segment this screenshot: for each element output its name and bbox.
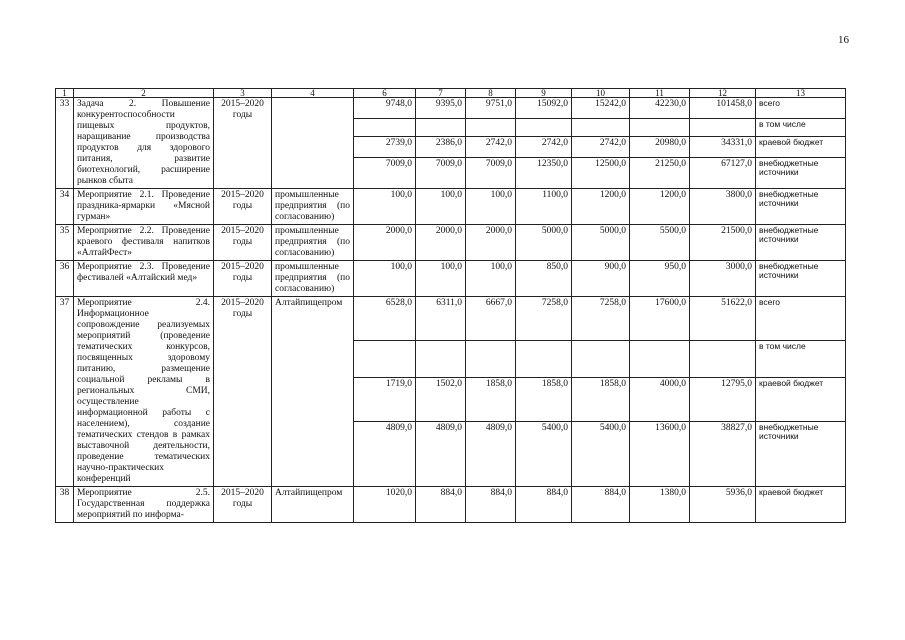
amount-cell: 1858,0 — [466, 377, 516, 421]
amount-cell: 2000,0 — [466, 225, 516, 261]
amount-cell: 5400,0 — [572, 421, 630, 486]
column-header: 12 — [690, 89, 756, 98]
amount-cell: 2742,0 — [466, 136, 516, 157]
amount-cell: 4809,0 — [354, 421, 416, 486]
amount-cell: 5500,0 — [630, 225, 690, 261]
amount-cell: 12500,0 — [572, 157, 630, 188]
amount-cell: 5936,0 — [690, 487, 756, 523]
amount-cell: 4000,0 — [630, 377, 690, 421]
amount-cell: 15092,0 — [516, 98, 572, 119]
executor-cell: промышленные предприятия (по согласованию) — [272, 225, 354, 261]
column-header: 10 — [572, 89, 630, 98]
amount-cell: 5000,0 — [516, 225, 572, 261]
amount-cell — [630, 118, 690, 136]
amount-cell: 2000,0 — [416, 225, 466, 261]
funding-source: внебюджетные источники — [756, 421, 846, 486]
amount-cell: 15242,0 — [572, 98, 630, 119]
amount-cell: 17600,0 — [630, 297, 690, 341]
amount-cell — [416, 340, 466, 377]
table-row — [56, 297, 846, 341]
amount-cell — [516, 118, 572, 136]
funding-source: краевой бюджет — [756, 487, 846, 523]
amount-cell: 6528,0 — [354, 297, 416, 341]
column-header: 13 — [756, 89, 846, 98]
activity-description: Задача 2. Повышение конкурентоспособности пищевых продуктов, наращивание производства продуктов для здорового питания, развитие биотехнологий, расширение рынков сбыта — [74, 98, 214, 189]
row-number: 36 — [56, 261, 74, 297]
amount-cell: 38827,0 — [690, 421, 756, 486]
funding-source: всего — [756, 297, 846, 341]
amount-cell: 101458,0 — [690, 98, 756, 119]
amount-cell: 100,0 — [354, 261, 416, 297]
amount-cell: 1380,0 — [630, 487, 690, 523]
amount-cell: 1200,0 — [572, 189, 630, 225]
executor-cell: промышленные предприятия (по согласованию) — [272, 189, 354, 225]
row-number: 38 — [56, 487, 74, 523]
funding-source: внебюджетные источники — [756, 261, 846, 297]
amount-cell: 1858,0 — [516, 377, 572, 421]
activity-description: Мероприятие 2.4. Информационное сопровождение реализуемых мероприятий (проведение тематических конкурсов, посвященных здоровому питанию, размещение социальной рекламы в региональных СМИ, осуществление информационной работы с населением), создание тематических стендов в рамках выставочной деятельности, проведение тематических научно-практических конференций — [74, 297, 214, 487]
amount-cell: 67127,0 — [690, 157, 756, 188]
amount-cell: 100,0 — [416, 189, 466, 225]
amount-cell: 884,0 — [572, 487, 630, 523]
table-row — [56, 189, 846, 225]
executor-cell: Алтайпищепром — [272, 297, 354, 487]
header-row — [56, 89, 846, 98]
funding-source: в том числе — [756, 118, 846, 136]
amount-cell — [354, 340, 416, 377]
amount-cell — [690, 118, 756, 136]
period-cell: 2015–2020 годы — [214, 98, 272, 189]
amount-cell — [466, 118, 516, 136]
amount-cell — [466, 340, 516, 377]
amount-cell: 1100,0 — [516, 189, 572, 225]
amount-cell: 5000,0 — [572, 225, 630, 261]
amount-cell — [690, 340, 756, 377]
column-header: 6 — [354, 89, 416, 98]
amount-cell: 7009,0 — [416, 157, 466, 188]
amount-cell: 100,0 — [466, 189, 516, 225]
amount-cell: 850,0 — [516, 261, 572, 297]
column-header: 3 — [214, 89, 272, 98]
amount-cell: 2386,0 — [416, 136, 466, 157]
row-number: 37 — [56, 297, 74, 487]
table-row — [56, 487, 846, 523]
amount-cell: 100,0 — [466, 261, 516, 297]
period-cell: 2015–2020 годы — [214, 487, 272, 523]
amount-cell — [516, 340, 572, 377]
amount-cell: 12350,0 — [516, 157, 572, 188]
amount-cell: 42230,0 — [630, 98, 690, 119]
program-table — [55, 88, 846, 523]
activity-description: Мероприятие 2.1. Проведение праздника-ярмарки «Мясной гурман» — [74, 189, 214, 225]
column-header: 7 — [416, 89, 466, 98]
funding-source: краевой бюджет — [756, 377, 846, 421]
amount-cell: 884,0 — [416, 487, 466, 523]
column-header: 4 — [272, 89, 354, 98]
amount-cell: 5400,0 — [516, 421, 572, 486]
amount-cell: 9748,0 — [354, 98, 416, 119]
table-row — [56, 225, 846, 261]
amount-cell — [630, 340, 690, 377]
funding-source: краевой бюджет — [756, 136, 846, 157]
activity-description: Мероприятие 2.5. Государственная поддержка мероприятий по информа- — [74, 487, 214, 523]
funding-source: всего — [756, 98, 846, 119]
amount-cell — [416, 118, 466, 136]
amount-cell: 9751,0 — [466, 98, 516, 119]
executor-cell: промышленные предприятия (по согласованию) — [272, 261, 354, 297]
page-number: 16 — [838, 34, 849, 46]
amount-cell: 3000,0 — [690, 261, 756, 297]
period-cell: 2015–2020 годы — [214, 261, 272, 297]
table-row — [56, 98, 846, 119]
amount-cell: 100,0 — [354, 189, 416, 225]
amount-cell: 2739,0 — [354, 136, 416, 157]
amount-cell — [572, 340, 630, 377]
amount-cell: 21250,0 — [630, 157, 690, 188]
amount-cell: 12795,0 — [690, 377, 756, 421]
amount-cell: 51622,0 — [690, 297, 756, 341]
period-cell: 2015–2020 годы — [214, 297, 272, 487]
amount-cell: 7009,0 — [466, 157, 516, 188]
executor-cell: Алтайпищепром — [272, 487, 354, 523]
amount-cell: 884,0 — [516, 487, 572, 523]
amount-cell: 1719,0 — [354, 377, 416, 421]
amount-cell: 21500,0 — [690, 225, 756, 261]
amount-cell: 950,0 — [630, 261, 690, 297]
funding-source: внебюджетные источники — [756, 157, 846, 188]
amount-cell: 7258,0 — [516, 297, 572, 341]
amount-cell: 100,0 — [416, 261, 466, 297]
funding-source: в том числе — [756, 340, 846, 377]
amount-cell: 9395,0 — [416, 98, 466, 119]
amount-cell: 1200,0 — [630, 189, 690, 225]
funding-source: внебюджетные источники — [756, 189, 846, 225]
amount-cell: 7009,0 — [354, 157, 416, 188]
amount-cell: 13600,0 — [630, 421, 690, 486]
amount-cell: 6667,0 — [466, 297, 516, 341]
funding-source: внебюджетные источники — [756, 225, 846, 261]
amount-cell: 900,0 — [572, 261, 630, 297]
column-header: 1 — [56, 89, 74, 98]
executor-cell — [272, 98, 354, 189]
column-header: 11 — [630, 89, 690, 98]
amount-cell: 4809,0 — [416, 421, 466, 486]
column-header: 2 — [74, 89, 214, 98]
amount-cell: 4809,0 — [466, 421, 516, 486]
row-number: 33 — [56, 98, 74, 189]
amount-cell: 6311,0 — [416, 297, 466, 341]
amount-cell — [572, 118, 630, 136]
activity-description: Мероприятие 2.2. Проведение краевого фестиваля напитков «АлтайФест» — [74, 225, 214, 261]
activity-description: Мероприятие 2.3. Проведение фестивалей «Алтайский мед» — [74, 261, 214, 297]
amount-cell: 20980,0 — [630, 136, 690, 157]
amount-cell: 1502,0 — [416, 377, 466, 421]
amount-cell: 2000,0 — [354, 225, 416, 261]
amount-cell: 884,0 — [466, 487, 516, 523]
amount-cell: 3800,0 — [690, 189, 756, 225]
column-header: 8 — [466, 89, 516, 98]
table-row — [56, 261, 846, 297]
amount-cell: 7258,0 — [572, 297, 630, 341]
amount-cell: 1020,0 — [354, 487, 416, 523]
row-number: 34 — [56, 189, 74, 225]
amount-cell: 34331,0 — [690, 136, 756, 157]
amount-cell — [354, 118, 416, 136]
row-number: 35 — [56, 225, 74, 261]
amount-cell: 1858,0 — [572, 377, 630, 421]
amount-cell: 2742,0 — [516, 136, 572, 157]
period-cell: 2015–2020 годы — [214, 189, 272, 225]
amount-cell: 2742,0 — [572, 136, 630, 157]
period-cell: 2015–2020 годы — [214, 225, 272, 261]
column-header: 9 — [516, 89, 572, 98]
